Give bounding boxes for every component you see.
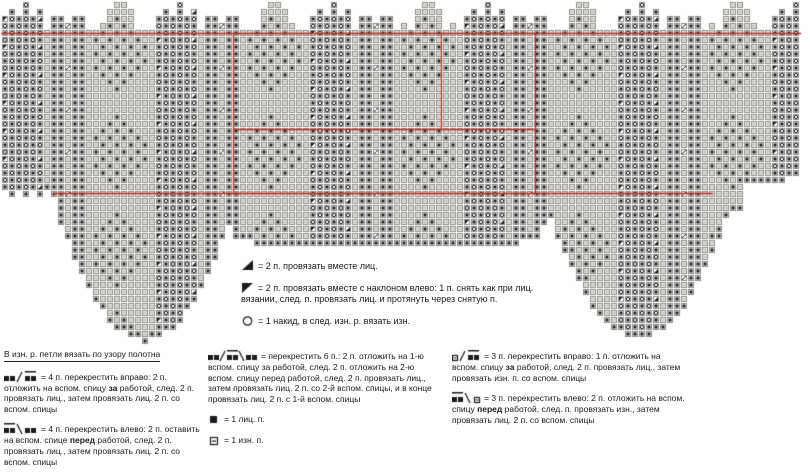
legend-entry-c3r — [452, 349, 687, 383]
legend-entry-ssk — [241, 281, 537, 305]
legend-text: = перекрестить 6 п.: 2 п. отложить на 1-ю вспом. спицу за работой, след. 2 п. отложить на 2-ю вспом. спицу перед работой, след. 2 п. провязать лиц., затем провязать лиц. 2 п. со 2-й вспом. спицы, и в конце провязать лиц. 2 п. с 1-й вспом. спицы — [208, 351, 432, 404]
legend-text-bold: перед — [477, 404, 503, 415]
legend-text: = 2 п. провязать вместе лиц. — [258, 261, 378, 271]
legend-entry-c4r — [4, 370, 203, 415]
legend-text: = 1 лиц. п. — [224, 414, 265, 425]
legend-column-1 — [4, 349, 203, 473]
legend-entry-purl — [208, 433, 438, 446]
legend-text: = 2 п. провязать вместе с наклоном влево: 1 п. снять как при лиц. вязании, след. п. провязать лиц. и протянуть через снятую п. — [241, 283, 534, 304]
legend-entry-c6 — [208, 349, 438, 404]
legend-entry-yarn-over — [241, 314, 537, 327]
knit-stitch-icon — [208, 412, 221, 425]
legend-text: работой, след. 2 п. провязать лиц., затем провязать лиц. 2 п. со вспом. спицы — [4, 435, 181, 467]
cable-4-left-icon — [4, 422, 38, 435]
purl-stitch-icon — [208, 433, 221, 446]
legend-text: = 1 накид, в след. изн. р. вязать изн. — [258, 316, 411, 326]
cable-3-right-icon — [452, 349, 481, 362]
legend-text: = 1 изн. п. — [224, 435, 264, 446]
legend-text-bold: за — [505, 362, 515, 372]
legend-text: работой, след. 2 п. провязать лиц., затем провязать лиц. 2 п. со вспом. спицы — [4, 382, 195, 414]
legend-entry-k2tog — [241, 259, 537, 272]
legend-text: = 4 п. перекрестить влево: 2 п. оставить на вспом. спице — [4, 424, 200, 446]
legend-decreases — [241, 259, 537, 336]
cable-3-left-icon — [452, 391, 481, 404]
legend-entry-c4l — [4, 422, 203, 467]
cable-4-right-icon — [4, 370, 38, 383]
legend-entry-c3l — [452, 391, 687, 425]
legend-text: = 3 п. перекрестить влево: 2 п. отложить на вспом. спицу — [452, 393, 685, 415]
dec-left-icon — [241, 281, 255, 294]
legend-text: работой, след. п. провязать изн., затем провязать лиц. 2 п. со вспом. спицы — [452, 404, 660, 425]
legend-column-2 — [208, 349, 438, 454]
legend-text: = 3 п. перекрестить вправо: 1 п. отложить на вспом. спицу — [452, 351, 661, 372]
yarn-over-icon — [241, 314, 255, 327]
dec-right-icon — [241, 259, 255, 272]
wrong-side-note: В изн. р. петли вязать по узору полотна — [4, 349, 160, 362]
legend-column-3 — [452, 349, 687, 433]
cable-6-icon — [208, 349, 258, 362]
legend-text: = 4 п. перекрестить вправо: 2 п. отложить на вспом. спицу — [4, 371, 167, 393]
legend-text-bold: перед — [69, 435, 96, 446]
legend-text: работой, след. 2 п. провязать лиц., затем провязать изн. п. со вспом. спицы — [452, 362, 681, 383]
legend-entry-knit — [208, 412, 438, 425]
legend-text-bold: за — [108, 382, 118, 393]
